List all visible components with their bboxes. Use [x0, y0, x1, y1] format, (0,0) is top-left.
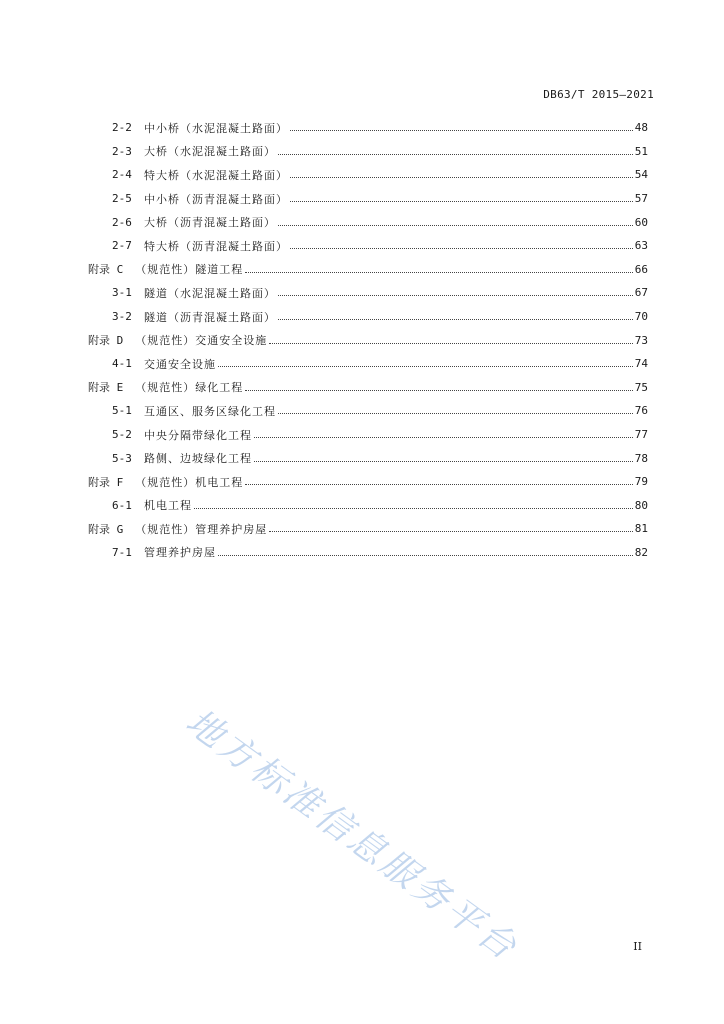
toc-entry[interactable]: [88, 163, 648, 187]
toc-entry-page: 74: [634, 357, 648, 371]
toc-dot-leader: [269, 343, 633, 344]
toc-dot-leader: [218, 555, 633, 556]
toc-entry-title: 大桥（沥青混凝土路面）: [144, 216, 276, 230]
toc-dot-leader: [278, 225, 633, 226]
toc-entry-number: 2-2: [112, 121, 132, 135]
toc-entry-number: 2-3: [112, 144, 132, 158]
toc-entry-page: 51: [634, 144, 648, 158]
toc-entry[interactable]: [88, 234, 648, 258]
toc-entry-page: 75: [634, 380, 648, 394]
toc-dot-leader: [290, 201, 633, 202]
toc-dot-leader: [278, 154, 633, 155]
toc-entry[interactable]: [88, 399, 648, 423]
toc-entry-page: 73: [634, 333, 648, 347]
toc-entry[interactable]: [88, 305, 648, 329]
toc-entry-page: 76: [634, 404, 648, 418]
toc-entry-page: 81: [634, 522, 648, 536]
toc-entry-number: 3-1: [112, 286, 132, 300]
toc-entry[interactable]: [88, 116, 648, 140]
toc-entry-page: 78: [634, 451, 648, 465]
toc-entry-title: 互通区、服务区绿化工程: [144, 404, 276, 418]
toc-entry-number: 3-2: [112, 310, 132, 324]
toc-entry-number: 5-1: [112, 404, 132, 418]
toc-entry-title: （规范性）绿化工程: [135, 381, 244, 395]
toc-entry-page: 63: [634, 239, 648, 253]
toc-entry-page: 79: [634, 475, 648, 489]
toc-dot-leader: [269, 531, 633, 532]
toc-entry-page: 80: [634, 498, 648, 512]
toc-entry-title: 隧道（沥青混凝土路面）: [144, 310, 276, 324]
toc-dot-leader: [290, 177, 633, 178]
toc-entry[interactable]: [88, 470, 648, 494]
toc-entry-page: 70: [634, 310, 648, 324]
toc-dot-leader: [245, 390, 633, 391]
toc-entry-number: 附录 C: [88, 263, 124, 277]
toc-entry[interactable]: [88, 423, 648, 447]
page-number: II: [633, 940, 642, 953]
toc-entry[interactable]: [88, 140, 648, 164]
toc-entry-number: 附录 D: [88, 334, 124, 348]
toc-dot-leader: [218, 366, 633, 367]
toc-entry-title: 中小桥（水泥混凝土路面）: [144, 121, 288, 135]
toc-entry-title: 交通安全设施: [144, 357, 216, 371]
toc-entry-title: 机电工程: [144, 499, 192, 513]
toc-entry[interactable]: [88, 446, 648, 470]
document-code-header: DB63/T 2015—2021: [543, 88, 654, 101]
toc-entry-title: 中央分隔带绿化工程: [144, 428, 252, 442]
toc-entry[interactable]: [88, 376, 648, 400]
toc-entry[interactable]: [88, 258, 648, 282]
toc-dot-leader: [290, 130, 633, 131]
toc-entry-title: 特大桥（沥青混凝土路面）: [144, 239, 288, 253]
toc-entry-title: 大桥（水泥混凝土路面）: [144, 145, 276, 159]
toc-entry-title: 中小桥（沥青混凝土路面）: [144, 192, 288, 206]
toc-entry-number: 2-7: [112, 239, 132, 253]
toc-entry-page: 67: [634, 286, 648, 300]
table-of-contents: [88, 116, 648, 564]
toc-entry-number: 4-1: [112, 357, 132, 371]
toc-entry[interactable]: [88, 328, 648, 352]
toc-entry[interactable]: [88, 210, 648, 234]
toc-dot-leader: [278, 413, 633, 414]
toc-dot-leader: [278, 295, 633, 296]
toc-dot-leader: [194, 508, 633, 509]
toc-entry-number: 5-2: [112, 428, 132, 442]
toc-entry-title: 路侧、边坡绿化工程: [144, 452, 252, 466]
toc-entry-number: 附录 F: [88, 475, 124, 489]
toc-entry-page: 66: [634, 262, 648, 276]
toc-entry-title: （规范性）管理养护房屋: [135, 522, 268, 536]
toc-entry[interactable]: [88, 187, 648, 211]
toc-entry-number: 7-1: [112, 545, 132, 559]
toc-entry-number: 附录 G: [88, 522, 124, 536]
toc-entry-page: 60: [634, 215, 648, 229]
toc-entry-title: 特大桥（水泥混凝土路面）: [144, 168, 288, 182]
toc-entry-page: 77: [634, 428, 648, 442]
toc-dot-leader: [290, 248, 633, 249]
toc-entry-number: 2-4: [112, 168, 132, 182]
toc-dot-leader: [278, 319, 633, 320]
toc-entry-title: （规范性）机电工程: [135, 475, 244, 489]
toc-entry[interactable]: [88, 494, 648, 518]
toc-entry-page: 82: [634, 545, 648, 559]
toc-dot-leader: [245, 484, 633, 485]
toc-entry-number: 附录 E: [88, 381, 124, 395]
watermark: 地方标准信息服务平台: [178, 701, 526, 970]
toc-entry-title: （规范性）交通安全设施: [135, 334, 268, 348]
toc-entry[interactable]: [88, 541, 648, 565]
toc-entry-page: 57: [634, 192, 648, 206]
toc-entry-page: 48: [634, 121, 648, 135]
toc-entry-number: 2-5: [112, 192, 132, 206]
toc-entry[interactable]: [88, 517, 648, 541]
toc-dot-leader: [254, 437, 633, 438]
toc-entry[interactable]: [88, 281, 648, 305]
toc-entry[interactable]: [88, 352, 648, 376]
toc-dot-leader: [254, 461, 633, 462]
toc-entry-title: 隧道（水泥混凝土路面）: [144, 286, 276, 300]
toc-entry-number: 5-3: [112, 451, 132, 465]
toc-entry-page: 54: [634, 168, 648, 182]
toc-dot-leader: [245, 272, 633, 273]
toc-entry-title: （规范性）隧道工程: [135, 263, 244, 277]
toc-entry-number: 2-6: [112, 215, 132, 229]
toc-entry-number: 6-1: [112, 498, 132, 512]
toc-entry-title: 管理养护房屋: [144, 546, 216, 560]
